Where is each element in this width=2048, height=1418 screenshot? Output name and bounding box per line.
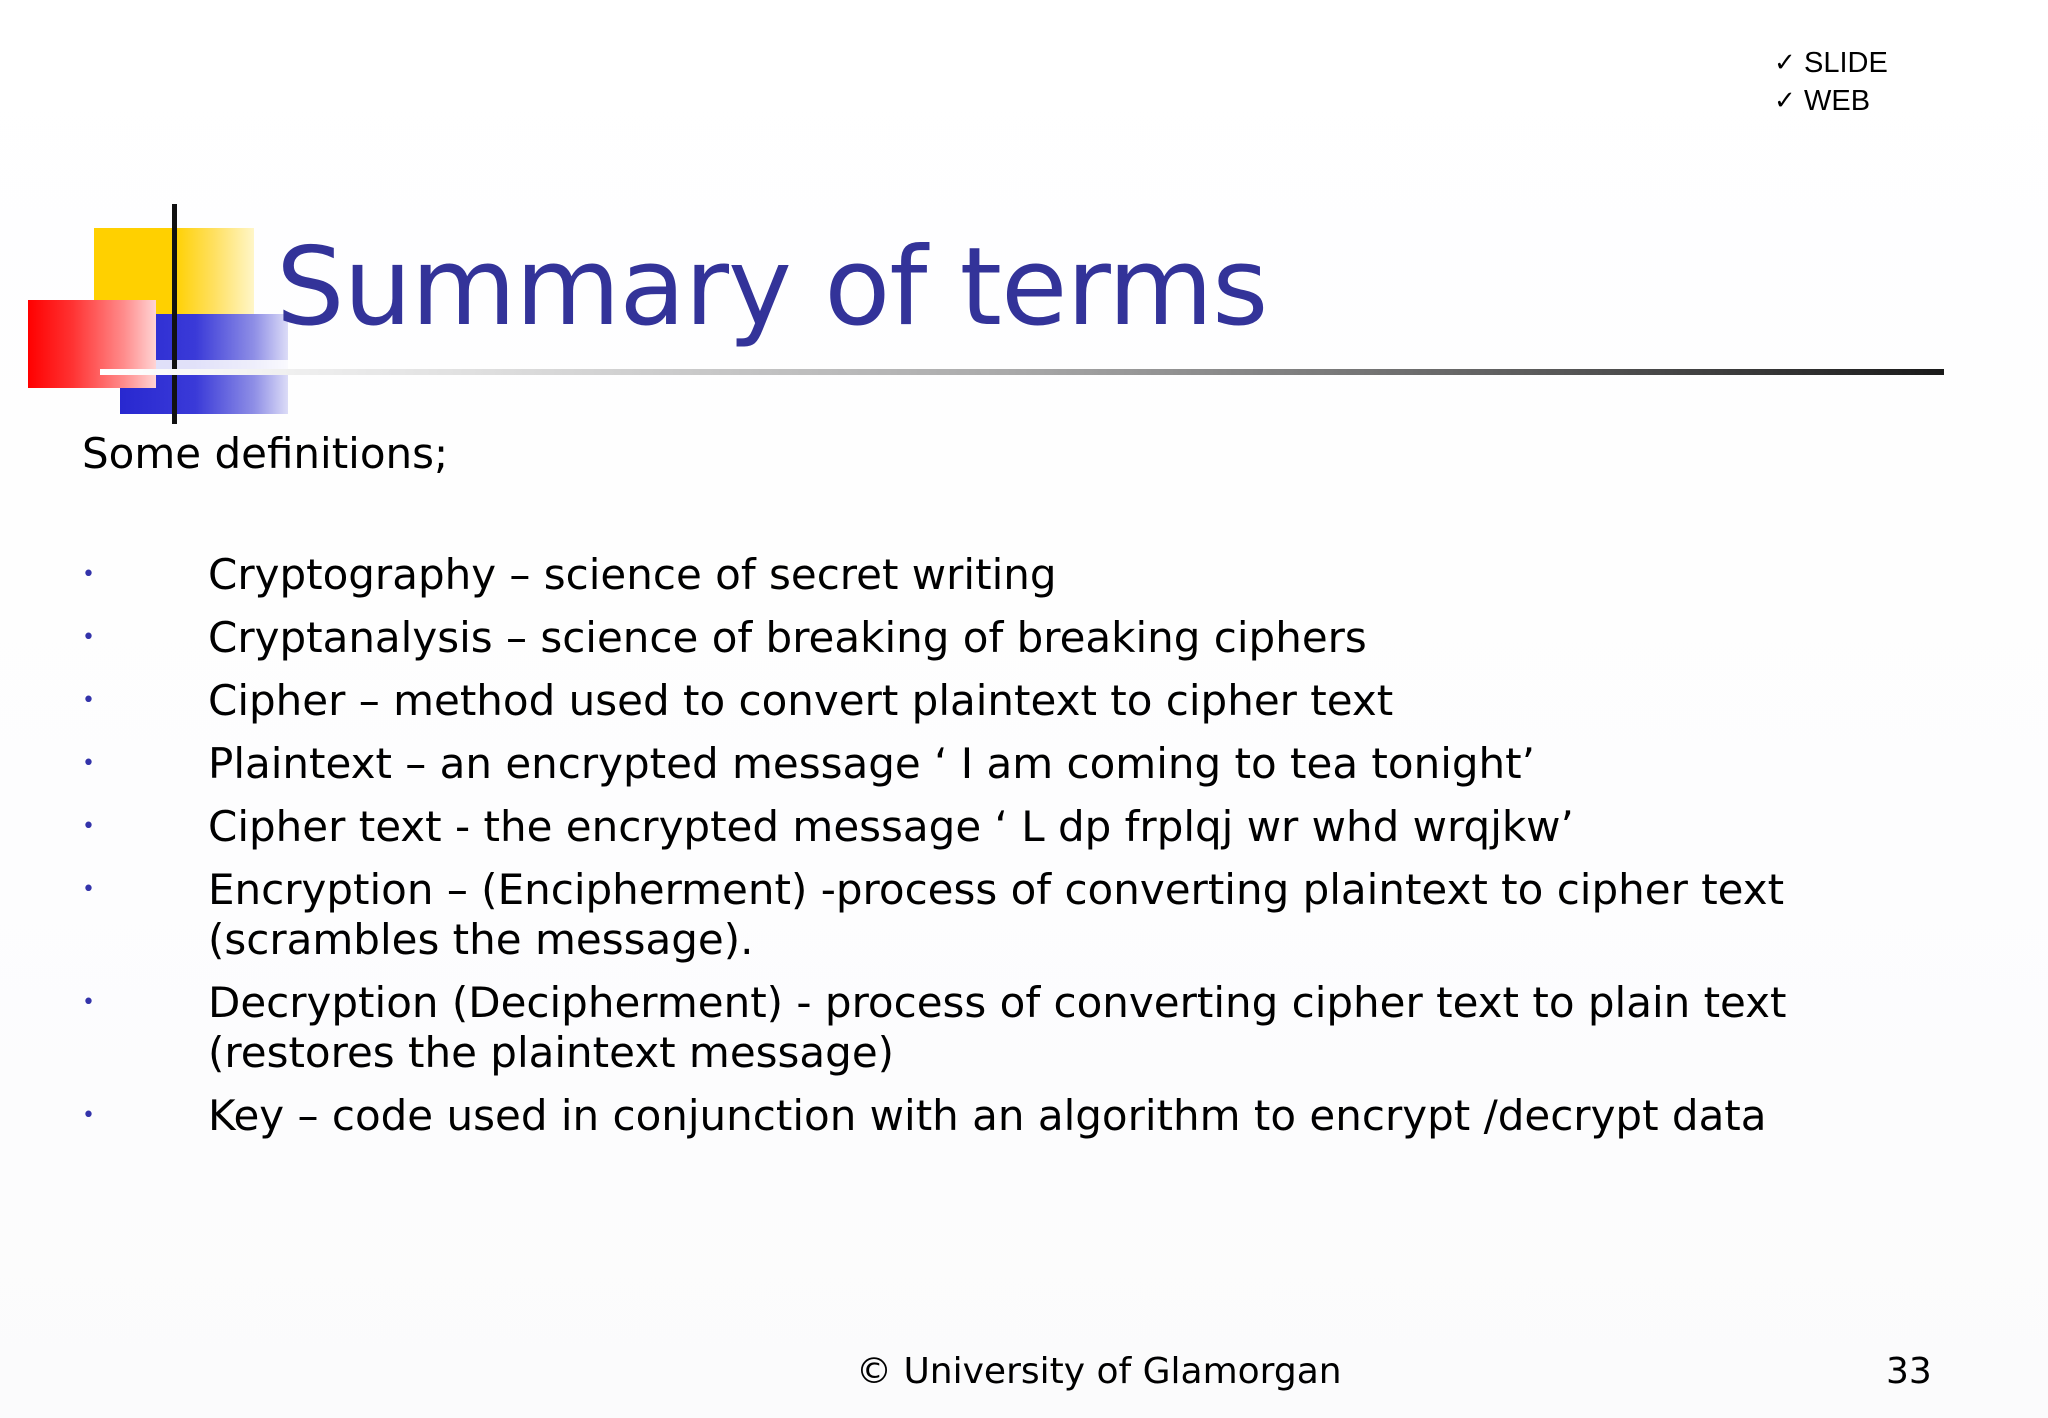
definition-cryptanalysis	[0, 613, 1978, 663]
slide-tags	[1774, 44, 1888, 120]
definition-encryption	[0, 865, 1978, 965]
intro-text: Some definitions;	[82, 429, 449, 478]
check-icon: ✓	[1774, 86, 1796, 116]
tag-label: SLIDE	[1804, 47, 1888, 79]
definition-cryptography	[0, 550, 1978, 600]
title-underline-rule	[100, 369, 1944, 375]
bullet-icon: •	[82, 877, 95, 902]
definition-decryption	[0, 978, 1978, 1078]
bullet-icon: •	[82, 562, 95, 587]
decorative-logo-blocks	[0, 0, 300, 430]
definition-cipher-text	[0, 802, 1978, 852]
tag-slide	[1774, 44, 1888, 82]
vertical-divider-line	[172, 204, 177, 424]
check-icon: ✓	[1774, 48, 1796, 78]
tag-web	[1774, 82, 1888, 120]
definition-text: Encryption – (Encipherment) -process of converting plaintext to cipher text (scrambles the message).	[208, 865, 1785, 964]
bullet-icon: •	[82, 814, 95, 839]
bullet-icon: •	[82, 751, 95, 776]
footer-copyright: © University of Glamorgan	[856, 1351, 1342, 1392]
tag-label: WEB	[1804, 85, 1871, 117]
definition-text: Cryptanalysis – science of breaking of breaking ciphers	[208, 613, 1367, 662]
definition-text: Decryption (Decipherment) - process of converting cipher text to plain text (restores the plaintext message)	[208, 978, 1787, 1077]
bullet-icon: •	[82, 990, 95, 1015]
definition-key	[0, 1091, 1978, 1141]
slide-title: Summary of terms	[276, 225, 1268, 350]
definitions-list	[0, 550, 1978, 1154]
bullet-icon: •	[82, 1103, 95, 1128]
definition-text: Cipher text - the encrypted message ‘ L dp frplqj wr whd wrqjkw’	[208, 802, 1574, 851]
bullet-icon: •	[82, 625, 95, 650]
definition-cipher	[0, 676, 1978, 726]
definition-plaintext	[0, 739, 1978, 789]
page-number: 33	[1886, 1351, 1932, 1392]
definition-text: Key – code used in conjunction with an algorithm to encrypt /decrypt data	[208, 1091, 1767, 1140]
definition-text: Cryptography – science of secret writing	[208, 550, 1057, 599]
definition-text: Cipher – method used to convert plaintext to cipher text	[208, 676, 1394, 725]
definition-text: Plaintext – an encrypted message ‘ I am coming to tea tonight’	[208, 739, 1535, 788]
bullet-icon: •	[82, 688, 95, 713]
